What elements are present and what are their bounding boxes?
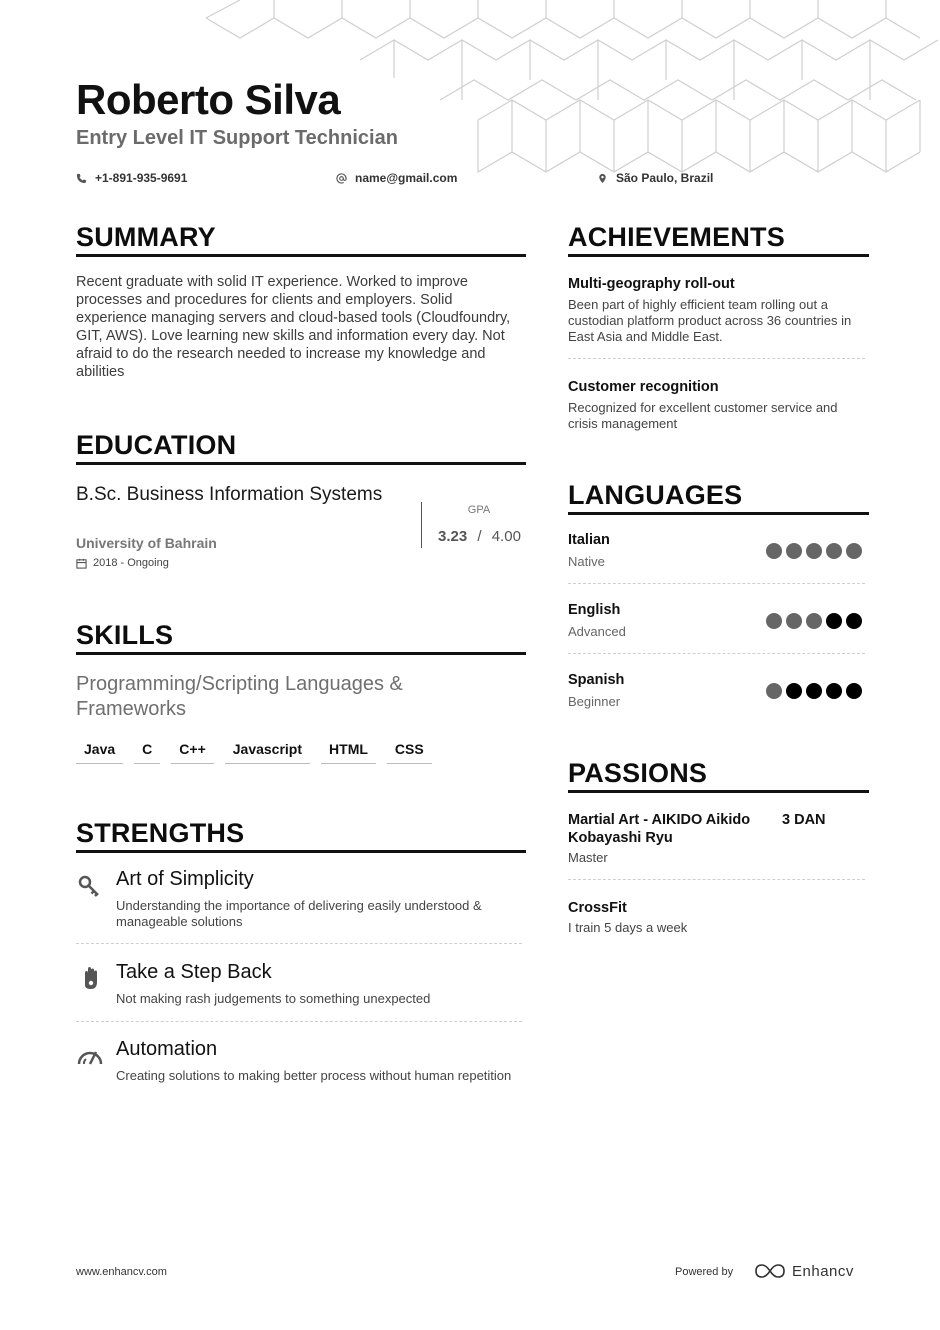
phone-icon <box>76 173 87 184</box>
footer-website[interactable]: www.enhancv.com <box>76 1266 167 1278</box>
achievements-heading: ACHIEVEMENTS <box>568 222 785 252</box>
contact-email <box>336 171 457 185</box>
passion-rank: 3 DAN <box>782 812 826 828</box>
gpa-value: 3.23 <box>438 528 468 545</box>
phone-text: +1-891-935-9691 <box>95 171 188 185</box>
language-rating <box>766 683 862 699</box>
rating-dot-empty <box>846 613 862 629</box>
rating-dot-filled <box>806 613 822 629</box>
strength-item <box>76 868 524 944</box>
skill-tag: CSS <box>387 741 432 764</box>
skill-tags <box>76 741 432 764</box>
summary-text: Recent graduate with solid IT experience. Worked to improve processes and procedures for clients and employers. Solid experience managing servers and cloud-based tools (Cloudfoundry, GIT, AWS). Love learning new skills and information every day. Not afraid to do the research needed to increase my knowledge and abilities <box>76 274 511 380</box>
strength-title: Automation <box>116 1038 218 1060</box>
rating-dot-filled <box>786 613 802 629</box>
at-icon <box>336 173 347 184</box>
achievement-divider <box>568 358 865 359</box>
key-icon <box>76 872 104 900</box>
language-divider <box>568 653 865 654</box>
skill-tag: C++ <box>171 741 213 764</box>
skill-tag: Javascript <box>225 741 310 764</box>
achievement-desc: Been part of highly efficient team rolling out a custodian platform product across 36 countries in East Asia and Middle East. <box>568 297 852 344</box>
strengths-heading: STRENGTHS <box>76 818 245 848</box>
contact-location <box>597 171 713 185</box>
hand-icon <box>76 963 104 991</box>
strength-desc: Creating solutions to making better process without human repetition <box>116 1068 512 1083</box>
gpa-values <box>438 528 521 545</box>
rating-dot-empty <box>846 683 862 699</box>
skills-rule <box>76 652 526 655</box>
strengths-rule <box>76 850 526 853</box>
education-dates-text: 2018 - Ongoing <box>93 557 169 569</box>
gpa-divider <box>421 502 422 548</box>
summary-heading: SUMMARY <box>76 222 216 252</box>
gpa-label: GPA <box>467 504 491 516</box>
passion-title: CrossFit <box>568 900 627 916</box>
calendar-icon <box>76 558 87 569</box>
rating-dot-empty <box>826 683 842 699</box>
strength-item <box>76 961 524 1021</box>
location-text: São Paulo, Brazil <box>616 171 714 185</box>
education-school: University of Bahrain <box>76 535 217 551</box>
footer-brand-text: Enhancv <box>792 1262 854 1280</box>
language-level: Advanced <box>568 624 626 639</box>
language-divider <box>568 583 865 584</box>
strength-item <box>76 1038 524 1108</box>
languages-rule <box>568 512 869 515</box>
language-rating <box>766 613 862 629</box>
candidate-title: Entry Level IT Support Technician <box>76 127 398 149</box>
education-degree: B.Sc. Business Information Systems <box>76 484 383 505</box>
achievement-title: Multi-geography roll-out <box>568 276 735 292</box>
strength-title: Art of Simplicity <box>116 868 254 890</box>
email-text: name@gmail.com <box>355 171 458 185</box>
passions-heading: PASSIONS <box>568 758 708 788</box>
rating-dot-filled <box>766 543 782 559</box>
education-rule <box>76 462 526 465</box>
skill-tag: C <box>134 741 160 764</box>
candidate-name: Roberto Silva <box>76 76 341 123</box>
rating-dot-empty <box>786 683 802 699</box>
gauge-icon <box>76 1042 104 1070</box>
language-level: Beginner <box>568 694 621 709</box>
rating-dot-filled <box>766 613 782 629</box>
footer-powered-by: Powered by <box>675 1266 734 1278</box>
languages-heading: LANGUAGES <box>568 480 743 510</box>
education-dates <box>76 557 169 569</box>
rating-dot-filled <box>766 683 782 699</box>
strength-desc: Understanding the importance of delivering easily understood & manageable solutions <box>116 898 482 929</box>
passion-title: Martial Art - AIKIDO Aikido Kobayashi Ryu <box>568 812 751 846</box>
language-level: Native <box>568 554 605 569</box>
skill-tag: Java <box>76 741 123 764</box>
contact-phone <box>76 171 187 185</box>
rating-dot-empty <box>826 613 842 629</box>
achievements-rule <box>568 254 869 257</box>
strength-title: Take a Step Back <box>116 961 272 983</box>
passion-sub: I train 5 days a week <box>568 920 688 935</box>
education-heading: EDUCATION <box>76 430 237 460</box>
rating-dot-filled <box>786 543 802 559</box>
passions-rule <box>568 790 869 793</box>
rating-dot-filled <box>846 543 862 559</box>
enhancv-logo-icon <box>754 1262 786 1280</box>
rating-dot-filled <box>806 543 822 559</box>
language-name: Spanish <box>568 672 625 688</box>
achievement-title: Customer recognition <box>568 379 719 395</box>
language-rating <box>766 543 862 559</box>
strength-desc: Not making rash judgements to something unexpected <box>116 991 431 1006</box>
skills-heading: SKILLS <box>76 620 174 650</box>
strength-divider <box>76 943 522 944</box>
rating-dot-filled <box>826 543 842 559</box>
footer-brand[interactable] <box>754 1262 854 1280</box>
strength-divider <box>76 1021 522 1022</box>
location-pin-icon <box>597 173 608 184</box>
language-name: English <box>568 602 621 618</box>
language-name: Italian <box>568 532 610 548</box>
skill-tag: HTML <box>321 741 376 764</box>
passion-sub: Master <box>568 850 608 865</box>
rating-dot-empty <box>806 683 822 699</box>
gpa-max: 4.00 <box>491 528 521 545</box>
passion-divider <box>568 879 865 880</box>
achievement-desc: Recognized for excellent customer service and crisis management <box>568 400 838 431</box>
gpa-separator: / <box>477 528 482 545</box>
summary-rule <box>76 254 526 257</box>
skills-category: Programming/Scripting Languages & Frameworks <box>76 673 403 720</box>
